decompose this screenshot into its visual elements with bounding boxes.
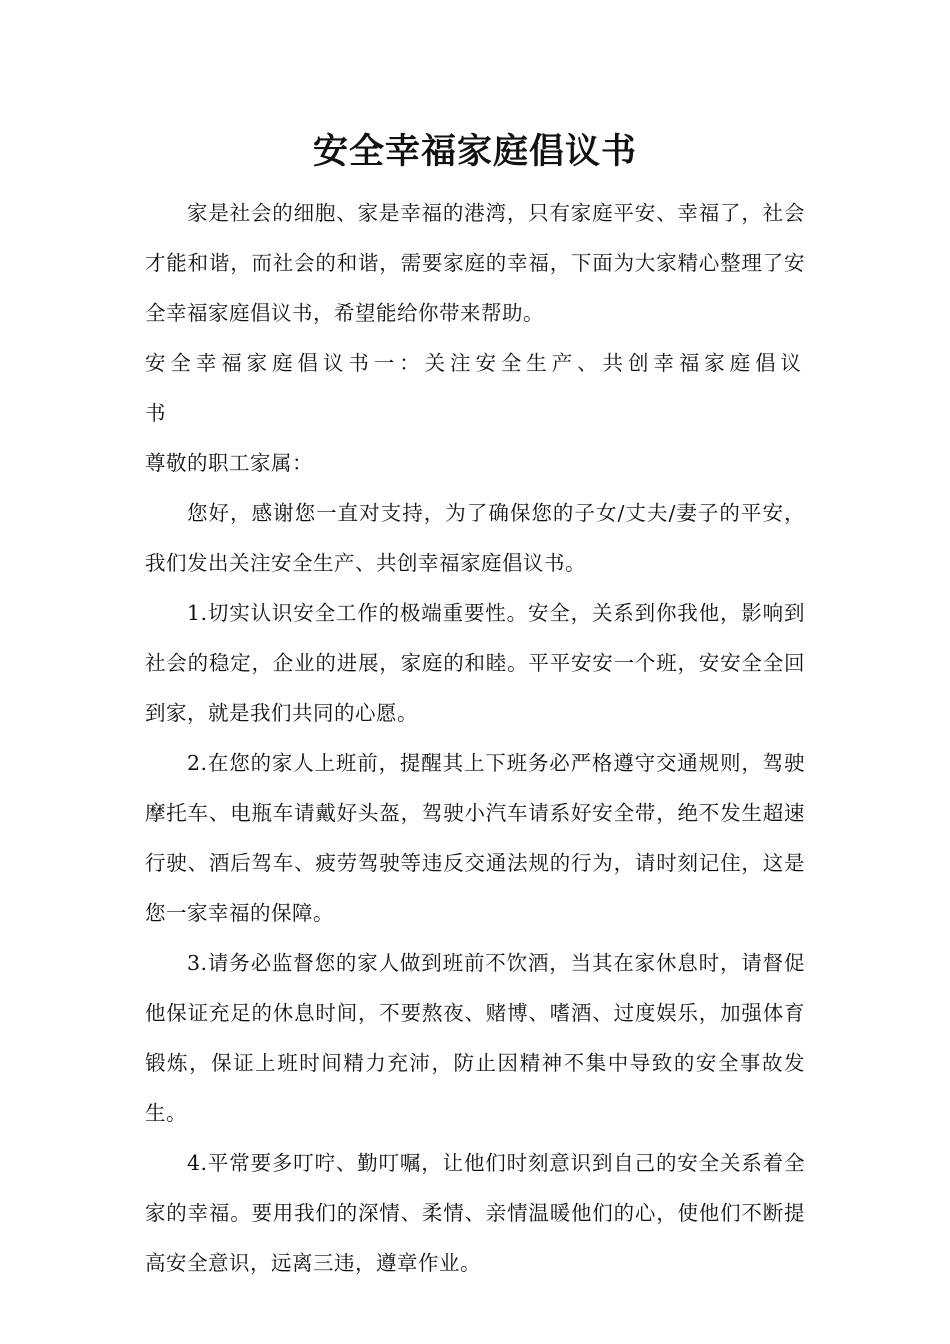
greeting-paragraph: 您好，感谢您一直对支持，为了确保您的子女/丈夫/妻子的平安，我们发出关注安全生产、共创幸福家庭倡议书。 [145,501,805,575]
salutation: 尊敬的职工家属： [145,451,313,475]
section-heading: 安全幸福家庭倡议书一：关注安全生产、共创幸福家庭倡议书 [145,351,805,425]
document-page [145,126,805,1288]
intro-paragraph: 家是社会的细胞、家是幸福的港湾，只有家庭平安、幸福了，社会才能和谐，而社会的和谐，需要家庭的幸福，下面为大家精心整理了安全幸福家庭倡议书，希望能给你带来帮助。 [145,201,805,325]
item-paragraph-3: 3.请务必监督您的家人做到班前不饮酒，当其在家休息时，请督促他保证充足的休息时间，不要熬夜、赌博、嗜酒、过度娱乐，加强体育锻炼，保证上班时间精力充沛，防止因精神不集中导致的安全事故发生。 [145,951,805,1125]
item-paragraph-2: 2.在您的家人上班前，提醒其上下班务必严格遵守交通规则，驾驶摩托车、电瓶车请戴好头盔，驾驶小汽车请系好安全带，绝不发生超速行驶、酒后驾车、疲劳驾驶等违反交通法规的行为，请时刻记住，这是您一家幸福的保障。 [145,751,805,925]
item-paragraph-1: 1.切实认识安全工作的极端重要性。安全，关系到你我他，影响到社会的稳定，企业的进展，家庭的和睦。平平安安一个班，安安全全回到家，就是我们共同的心愿。 [145,601,805,725]
document-title: 安全幸福家庭倡议书 [312,132,637,172]
item-paragraph-4: 4.平常要多叮咛、勤叮嘱，让他们时刻意识到自己的安全关系着全家的幸福。要用我们的深情、柔情、亲情温暖他们的心，使他们不断提高安全意识，远离三违，遵章作业。 [145,1151,805,1275]
